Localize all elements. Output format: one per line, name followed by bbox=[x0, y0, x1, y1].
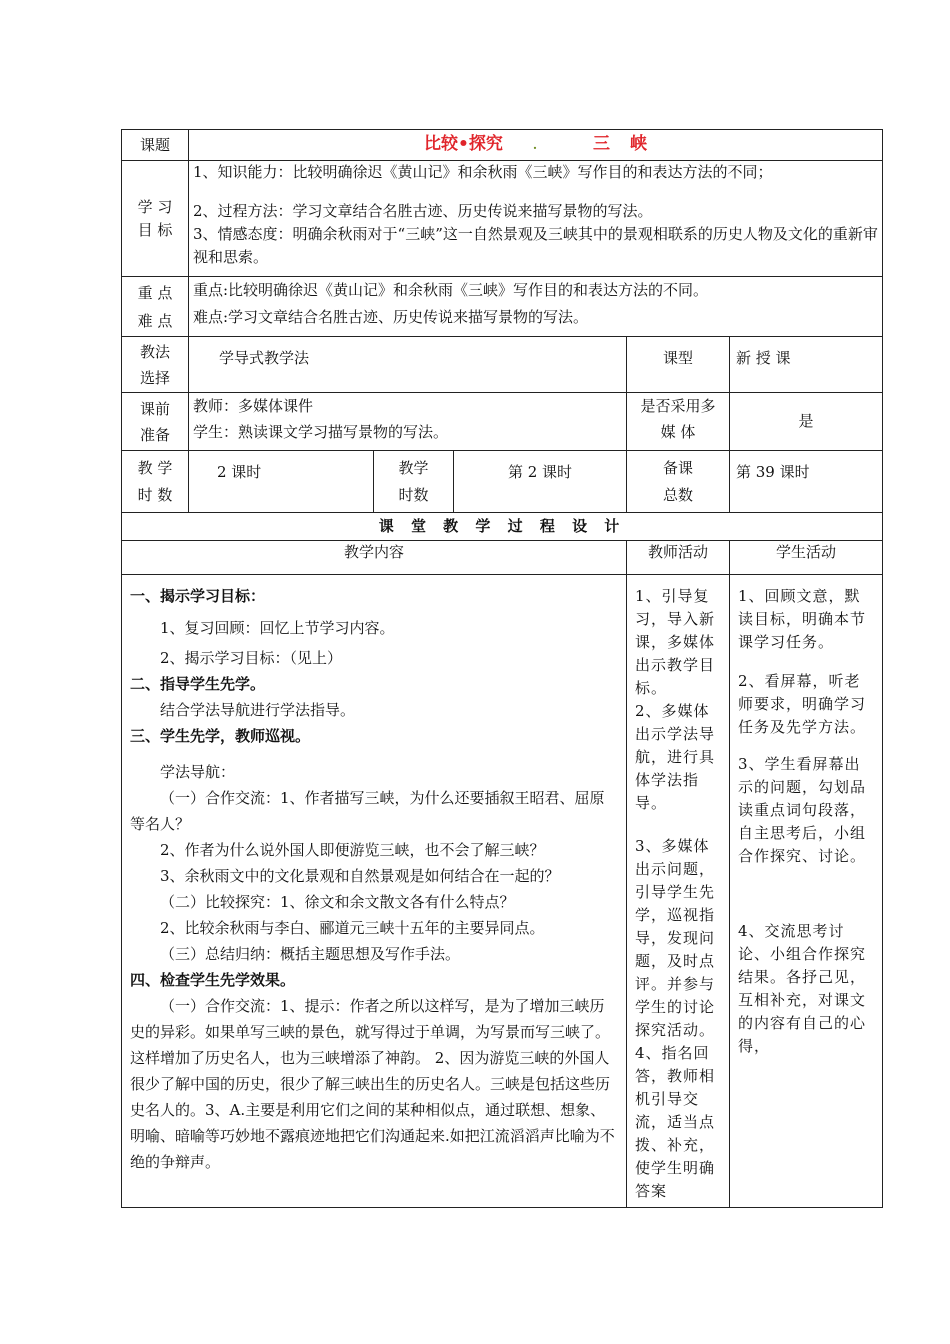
hours-current: 第 2 课时 bbox=[454, 451, 627, 513]
lesson-plan-table bbox=[121, 129, 883, 1208]
label-prep: 课前 准备 bbox=[122, 393, 189, 451]
label-keypoints: 重 点 难 点 bbox=[122, 277, 189, 337]
label-objectives: 学 习 目 标 bbox=[122, 161, 189, 277]
label-multimedia: 是否采用多 媒 体 bbox=[627, 393, 730, 451]
method-value: 学导式教学法 bbox=[189, 337, 627, 393]
student-activity: 1、回顾文意，默读目标，明确本节课学习任务。 2、看屏幕，听老师要求，明确学习任务及先学方法。 3、学生看屏幕出示的问题，勾划品读重点词句段落，自主思考后，小组合作探究、讨论。 4、交流思考讨论、小组合作探究结果。各抒己见，互相补充，对课文的内容有自己的心得， bbox=[730, 575, 883, 1208]
keypoints-content: 重点:比较明确徐迟《黄山记》和余秋雨《三峡》写作目的和表达方法的不同。 难点:学习文章结合名胜古迹、历史传说来描写景物的写法。 bbox=[189, 277, 883, 337]
label-hours: 教 学 时 数 bbox=[122, 451, 189, 513]
teacher-activity: 1、引导复习，导入新课，多媒体出示教学目标。 2、多媒体出示学法导航，进行具体学法指导。 3、多媒体出示问题，引导学生先学，巡视指导，发现问题，及时点评。并参与学生的讨论探究活动。 4、指名回答，教师相机引导交流，适当点拨、补充，使学生明确答案 bbox=[627, 575, 730, 1208]
teaching-content: 一、揭示学习目标： 1、复习回顾：回忆上节学习内容。 2、揭示学习目标：（见上） 二、指导学生先学。 结合学法导航进行学法指导。 三、学生先学，教师巡视。 学法导航： （一）合作交流：1、作者描写三峡，为什么还要插叙王昭君、屈原等名人？ 2、作者为什么说外国人即便游览三峡，也不会了解三峡？ 3、余秋雨文中的文化景观和自然景观是如何结合在一起的？ （二）比较探究：1、徐文和余文散文各有什么特点？ 2、比较余秋雨与李白、郦道元三峡十五年的主要异同点。 （三）总结归纳：概括主题思想及写作手法。 四、检查学生先学效果。 （一）合作交流：1、提示：作者之所以这样写，是为了增加三峡历史的异彩。如果单写三峡的景色，就写得过于单调，为写景而写三峡了。这样增加了历史名人，也为三峡增添了神韵。 2、因为游览三峡的外国人很少了解中国的历史，很少了解三峡出生的历史名人。三峡是包括这些历史名人的。3、A.主要是利用它们之间的某种相似点，通过联想、想象、明喻、暗喻等巧妙地不露痕迹地把它们沟通起来.如把江流滔滔声比喻为不绝的争辩声。 bbox=[122, 575, 627, 1208]
label-topic: 课题 bbox=[122, 130, 189, 161]
prep-count-value: 第 39 课时 bbox=[730, 451, 883, 513]
hours-total: 2 课时 bbox=[189, 451, 374, 513]
lesson-title: 比较•探究 . 三 峡 bbox=[189, 130, 883, 161]
column-student: 学生活动 bbox=[730, 541, 883, 575]
multimedia-value: 是 bbox=[730, 393, 883, 451]
label-lesson-type: 课型 bbox=[627, 337, 730, 393]
column-content: 教学内容 bbox=[122, 541, 627, 575]
column-teacher: 教师活动 bbox=[627, 541, 730, 575]
label-method: 教法 选择 bbox=[122, 337, 189, 393]
label-lesson-hours: 教学 时数 bbox=[374, 451, 454, 513]
process-section-title: 课 堂 教 学 过 程 设 计 bbox=[122, 513, 883, 541]
prep-content: 教师：多媒体课件 学生：熟读课文学习描写景物的写法。 bbox=[189, 393, 627, 451]
lesson-type-value: 新 授 课 bbox=[730, 337, 883, 393]
label-prep-count: 备课 总数 bbox=[627, 451, 730, 513]
objectives-content: 1、知识能力：比较明确徐迟《黄山记》和余秋雨《三峡》写作目的和表达方法的不同； 2、过程方法：学习文章结合名胜古迹、历史传说来描写景物的写法。 3、情感态度：明确余秋雨对于“三峡”这一自然景观及三峡其中的景观相联系的历史人物及文化的重新审视和思索。 bbox=[189, 161, 883, 277]
